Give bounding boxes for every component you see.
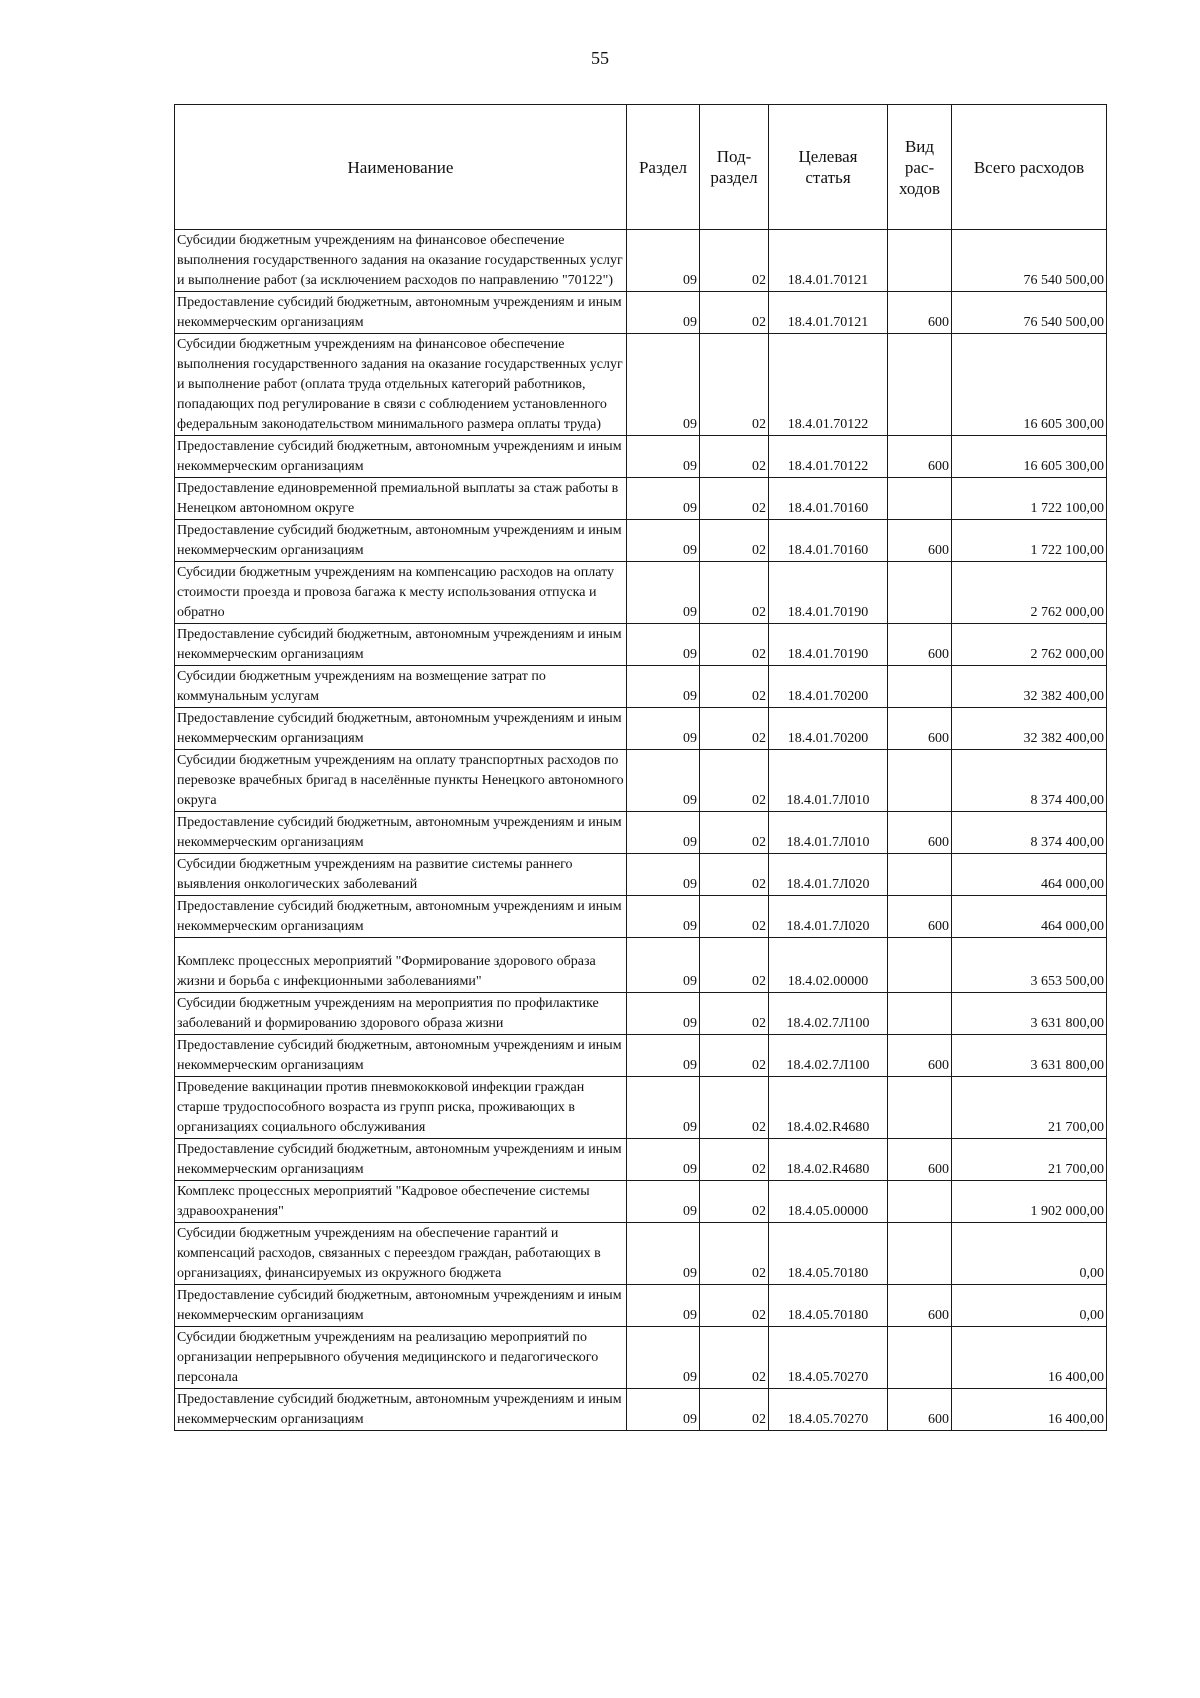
- cell-vid: 600: [888, 292, 952, 334]
- table-row: [175, 1035, 1107, 1077]
- table-row: [175, 993, 1107, 1035]
- header-razdel: Раздел: [627, 105, 700, 230]
- cell-razdel: 09: [627, 666, 700, 708]
- cell-vid: 600: [888, 1035, 952, 1077]
- cell-vid: 600: [888, 1389, 952, 1431]
- cell-razdel: 09: [627, 1181, 700, 1223]
- table-row: [175, 624, 1107, 666]
- header-podrazdel: Под- раздел: [700, 105, 769, 230]
- cell-total: 2 762 000,00: [952, 562, 1107, 624]
- cell-podrazdel: 02: [700, 230, 769, 292]
- table-row: [175, 1389, 1107, 1431]
- cell-vid: [888, 230, 952, 292]
- cell-name: Предоставление субсидий бюджетным, автономным учреждениям и иным некоммерческим организациям: [175, 520, 627, 562]
- cell-celevaya: 18.4.01.70200: [769, 666, 888, 708]
- budget-table: [174, 104, 1107, 1431]
- cell-total: 3 631 800,00: [952, 993, 1107, 1035]
- cell-name: Субсидии бюджетным учреждениям на обеспечение гарантий и компенсаций расходов, связанных с переездом граждан, работающих в организациях, финансируемых из окружного бюджета: [175, 1223, 627, 1285]
- cell-total: 1 902 000,00: [952, 1181, 1107, 1223]
- cell-podrazdel: 02: [700, 938, 769, 993]
- table-row: [175, 436, 1107, 478]
- cell-celevaya: 18.4.01.7Л020: [769, 896, 888, 938]
- cell-podrazdel: 02: [700, 896, 769, 938]
- cell-name: Субсидии бюджетным учреждениям на реализацию мероприятий по организации непрерывного обучения медицинского и педагогического персонала: [175, 1327, 627, 1389]
- header-celevaya: Целевая статья: [769, 105, 888, 230]
- cell-celevaya: 18.4.01.70160: [769, 520, 888, 562]
- cell-vid: [888, 854, 952, 896]
- table-row: [175, 854, 1107, 896]
- cell-name: Предоставление субсидий бюджетным, автономным учреждениям и иным некоммерческим организациям: [175, 708, 627, 750]
- cell-vid: 600: [888, 520, 952, 562]
- cell-vid: [888, 1077, 952, 1139]
- table-row: [175, 230, 1107, 292]
- cell-vid: 600: [888, 1139, 952, 1181]
- cell-vid: [888, 334, 952, 436]
- cell-razdel: 09: [627, 1389, 700, 1431]
- header-total: Всего расходов: [952, 105, 1107, 230]
- cell-podrazdel: 02: [700, 1139, 769, 1181]
- cell-razdel: 09: [627, 292, 700, 334]
- page-number: 55: [591, 48, 609, 68]
- cell-razdel: 09: [627, 436, 700, 478]
- cell-razdel: 09: [627, 562, 700, 624]
- cell-razdel: 09: [627, 750, 700, 812]
- cell-celevaya: 18.4.01.70121: [769, 292, 888, 334]
- cell-celevaya: 18.4.02.7Л100: [769, 1035, 888, 1077]
- cell-total: 16 400,00: [952, 1327, 1107, 1389]
- cell-total: 16 400,00: [952, 1389, 1107, 1431]
- cell-name: Субсидии бюджетным учреждениям на мероприятия по профилактике заболеваний и формированию здорового образа жизни: [175, 993, 627, 1035]
- cell-razdel: 09: [627, 854, 700, 896]
- cell-celevaya: 18.4.01.70121: [769, 230, 888, 292]
- cell-celevaya: 18.4.02.7Л100: [769, 993, 888, 1035]
- cell-name: Предоставление субсидий бюджетным, автономным учреждениям и иным некоммерческим организациям: [175, 1389, 627, 1431]
- cell-total: 0,00: [952, 1223, 1107, 1285]
- table-row: [175, 896, 1107, 938]
- cell-total: 0,00: [952, 1285, 1107, 1327]
- cell-celevaya: 18.4.01.7Л020: [769, 854, 888, 896]
- cell-vid: 600: [888, 812, 952, 854]
- cell-podrazdel: 02: [700, 1035, 769, 1077]
- cell-vid: [888, 993, 952, 1035]
- cell-razdel: 09: [627, 993, 700, 1035]
- cell-celevaya: 18.4.01.7Л010: [769, 812, 888, 854]
- cell-podrazdel: 02: [700, 436, 769, 478]
- cell-celevaya: 18.4.02.00000: [769, 938, 888, 993]
- cell-razdel: 09: [627, 520, 700, 562]
- cell-total: 76 540 500,00: [952, 230, 1107, 292]
- cell-razdel: 09: [627, 1077, 700, 1139]
- cell-celevaya: 18.4.05.70180: [769, 1285, 888, 1327]
- cell-name: Предоставление субсидий бюджетным, автономным учреждениям и иным некоммерческим организациям: [175, 624, 627, 666]
- table-header: [175, 105, 1107, 230]
- cell-podrazdel: 02: [700, 1285, 769, 1327]
- cell-celevaya: 18.4.02.R4680: [769, 1139, 888, 1181]
- cell-podrazdel: 02: [700, 1223, 769, 1285]
- cell-celevaya: 18.4.05.70180: [769, 1223, 888, 1285]
- cell-total: 1 722 100,00: [952, 520, 1107, 562]
- header-row: [175, 105, 1107, 230]
- cell-celevaya: 18.4.01.70122: [769, 436, 888, 478]
- table-row: [175, 1139, 1107, 1181]
- cell-total: 21 700,00: [952, 1077, 1107, 1139]
- cell-vid: [888, 1327, 952, 1389]
- cell-total: 2 762 000,00: [952, 624, 1107, 666]
- cell-vid: 600: [888, 436, 952, 478]
- cell-name: Субсидии бюджетным учреждениям на оплату транспортных расходов по перевозке врачебных бригад в населённые пункты Ненецкого автономного округа: [175, 750, 627, 812]
- cell-razdel: 09: [627, 1327, 700, 1389]
- cell-razdel: 09: [627, 478, 700, 520]
- cell-podrazdel: 02: [700, 562, 769, 624]
- cell-total: 1 722 100,00: [952, 478, 1107, 520]
- cell-total: 464 000,00: [952, 854, 1107, 896]
- cell-name: Комплекс процессных мероприятий "Кадровое обеспечение системы здравоохранения": [175, 1181, 627, 1223]
- cell-podrazdel: 02: [700, 666, 769, 708]
- cell-name: Субсидии бюджетным учреждениям на развитие системы раннего выявления онкологических заболеваний: [175, 854, 627, 896]
- cell-podrazdel: 02: [700, 750, 769, 812]
- cell-name: Субсидии бюджетным учреждениям на возмещение затрат по коммунальным услугам: [175, 666, 627, 708]
- cell-name: Комплекс процессных мероприятий "Формирование здорового образа жизни и борьба с инфекционными заболеваниями": [175, 938, 627, 993]
- cell-total: 464 000,00: [952, 896, 1107, 938]
- cell-podrazdel: 02: [700, 520, 769, 562]
- table-row: [175, 812, 1107, 854]
- table-row: [175, 1327, 1107, 1389]
- cell-total: 16 605 300,00: [952, 436, 1107, 478]
- table-row: [175, 750, 1107, 812]
- cell-total: 16 605 300,00: [952, 334, 1107, 436]
- cell-vid: [888, 1181, 952, 1223]
- cell-total: 21 700,00: [952, 1139, 1107, 1181]
- cell-vid: [888, 750, 952, 812]
- cell-celevaya: 18.4.05.00000: [769, 1181, 888, 1223]
- cell-podrazdel: 02: [700, 1327, 769, 1389]
- cell-razdel: 09: [627, 1035, 700, 1077]
- table-row: [175, 708, 1107, 750]
- cell-razdel: 09: [627, 896, 700, 938]
- cell-razdel: 09: [627, 1223, 700, 1285]
- cell-celevaya: 18.4.01.70122: [769, 334, 888, 436]
- cell-podrazdel: 02: [700, 708, 769, 750]
- cell-name: Предоставление субсидий бюджетным, автономным учреждениям и иным некоммерческим организациям: [175, 1035, 627, 1077]
- cell-total: 32 382 400,00: [952, 708, 1107, 750]
- table-row: [175, 1181, 1107, 1223]
- cell-podrazdel: 02: [700, 1181, 769, 1223]
- cell-name: Предоставление субсидий бюджетным, автономным учреждениям и иным некоммерческим организациям: [175, 436, 627, 478]
- cell-vid: [888, 478, 952, 520]
- cell-podrazdel: 02: [700, 478, 769, 520]
- cell-vid: 600: [888, 1285, 952, 1327]
- cell-total: 32 382 400,00: [952, 666, 1107, 708]
- table-row: [175, 562, 1107, 624]
- cell-name: Субсидии бюджетным учреждениям на компенсацию расходов на оплату стоимости проезда и провоза багажа к месту использования отпуска и обратно: [175, 562, 627, 624]
- cell-vid: [888, 562, 952, 624]
- cell-name: Предоставление субсидий бюджетным, автономным учреждениям и иным некоммерческим организациям: [175, 812, 627, 854]
- cell-podrazdel: 02: [700, 334, 769, 436]
- table-row: [175, 1223, 1107, 1285]
- table-row: [175, 1285, 1107, 1327]
- cell-vid: 600: [888, 624, 952, 666]
- cell-total: 76 540 500,00: [952, 292, 1107, 334]
- cell-vid: [888, 666, 952, 708]
- cell-total: 8 374 400,00: [952, 812, 1107, 854]
- cell-podrazdel: 02: [700, 854, 769, 896]
- cell-celevaya: 18.4.01.70190: [769, 624, 888, 666]
- cell-total: 3 631 800,00: [952, 1035, 1107, 1077]
- cell-name: Предоставление субсидий бюджетным, автономным учреждениям и иным некоммерческим организациям: [175, 1285, 627, 1327]
- cell-podrazdel: 02: [700, 812, 769, 854]
- cell-celevaya: 18.4.05.70270: [769, 1327, 888, 1389]
- cell-total: 8 374 400,00: [952, 750, 1107, 812]
- cell-name: Предоставление субсидий бюджетным, автономным учреждениям и иным некоммерческим организациям: [175, 1139, 627, 1181]
- cell-name: Предоставление единовременной премиальной выплаты за стаж работы в Ненецком автономном округе: [175, 478, 627, 520]
- cell-podrazdel: 02: [700, 624, 769, 666]
- cell-razdel: 09: [627, 708, 700, 750]
- table-row: [175, 520, 1107, 562]
- cell-razdel: 09: [627, 812, 700, 854]
- cell-podrazdel: 02: [700, 1077, 769, 1139]
- cell-podrazdel: 02: [700, 993, 769, 1035]
- header-vid: Вид рас- ходов: [888, 105, 952, 230]
- cell-razdel: 09: [627, 334, 700, 436]
- cell-celevaya: 18.4.05.70270: [769, 1389, 888, 1431]
- table-row: [175, 292, 1107, 334]
- cell-name: Субсидии бюджетным учреждениям на финансовое обеспечение выполнения государственного задания на оказание государственных услуг и выполнение работ (оплата труда отдельных категорий работников, попадающих под регулирование в связи с соблюдением установленного федеральным законодательством минимального размера оплаты труда): [175, 334, 627, 436]
- cell-name: Проведение вакцинации против пневмококковой инфекции граждан старше трудоспособного возраста из групп риска, проживающих в организациях социального обслуживания: [175, 1077, 627, 1139]
- cell-name: Предоставление субсидий бюджетным, автономным учреждениям и иным некоммерческим организациям: [175, 292, 627, 334]
- table-row: [175, 334, 1107, 436]
- table-body: [175, 230, 1107, 1431]
- cell-razdel: 09: [627, 230, 700, 292]
- cell-vid: 600: [888, 896, 952, 938]
- table-row: [175, 938, 1107, 993]
- cell-name: Субсидии бюджетным учреждениям на финансовое обеспечение выполнения государственного задания на оказание государственных услуг и выполнение работ (за исключением расходов по направлению "70122"): [175, 230, 627, 292]
- cell-podrazdel: 02: [700, 292, 769, 334]
- header-name: Наименование: [175, 105, 627, 230]
- cell-razdel: 09: [627, 1139, 700, 1181]
- cell-podrazdel: 02: [700, 1389, 769, 1431]
- cell-name: Предоставление субсидий бюджетным, автономным учреждениям и иным некоммерческим организациям: [175, 896, 627, 938]
- cell-vid: [888, 1223, 952, 1285]
- cell-vid: [888, 938, 952, 993]
- cell-celevaya: 18.4.01.70190: [769, 562, 888, 624]
- table-row: [175, 478, 1107, 520]
- cell-razdel: 09: [627, 938, 700, 993]
- cell-vid: 600: [888, 708, 952, 750]
- table-row: [175, 666, 1107, 708]
- cell-razdel: 09: [627, 624, 700, 666]
- cell-total: 3 653 500,00: [952, 938, 1107, 993]
- cell-celevaya: 18.4.02.R4680: [769, 1077, 888, 1139]
- cell-celevaya: 18.4.01.70200: [769, 708, 888, 750]
- cell-razdel: 09: [627, 1285, 700, 1327]
- cell-celevaya: 18.4.01.7Л010: [769, 750, 888, 812]
- table-row: [175, 1077, 1107, 1139]
- cell-celevaya: 18.4.01.70160: [769, 478, 888, 520]
